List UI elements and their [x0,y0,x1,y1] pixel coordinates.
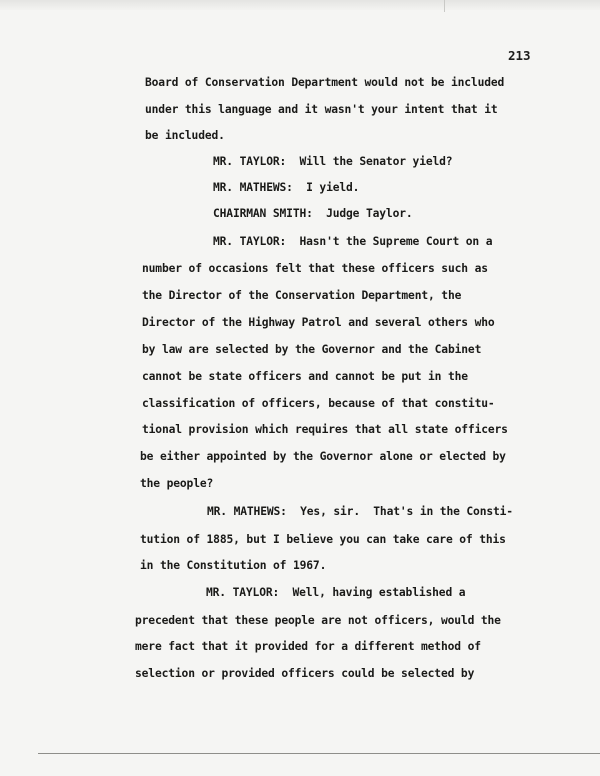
scan-top-edge [0,0,600,10]
text-line: under this language and it wasn't your intent that it [145,103,498,116]
text-line: cannot be state officers and cannot be put in the [142,370,468,383]
text-line: be included. [145,129,225,142]
text-line: be either appointed by the Governor alone or elected by [140,450,506,463]
text-line: the Director of the Conservation Department, the [142,289,462,302]
speaker-line: MR. MATHEWS: I yield. [213,181,360,194]
text-line: classification of officers, because of that constitu- [142,397,495,410]
text-line: tional provision which requires that all state officers [142,423,508,436]
speaker-line: CHAIRMAN SMITH: Judge Taylor. [213,207,413,220]
text-line: number of occasions felt that these officers such as [142,262,488,275]
speaker-line: MR. TAYLOR: Hasn't the Supreme Court on a [213,235,493,248]
text-line: selection or provided officers could be selected by [135,667,475,680]
text-line: Board of Conservation Department would not be included [145,76,505,89]
page-bottom-rule [38,753,600,754]
text-line: tution of 1885, but I believe you can take care of this [140,533,506,546]
page-number: 213 [508,48,531,63]
speaker-line: MR. TAYLOR: Will the Senator yield? [213,155,453,168]
text-line: precedent that these people are not officers, would the [135,614,501,627]
text-line: mere fact that it provided for a different method of [135,640,481,653]
text-line: Director of the Highway Patrol and several others who [142,316,495,329]
text-line: by law are selected by the Governor and the Cabinet [142,343,482,356]
speaker-line: MR. MATHEWS: Yes, sir. That's in the Consti- [207,505,513,518]
scan-edge-mark [444,0,445,12]
text-line: in the Constitution of 1967. [140,559,327,572]
speaker-line: MR. TAYLOR: Well, having established a [206,586,466,599]
text-line: the people? [140,477,214,490]
